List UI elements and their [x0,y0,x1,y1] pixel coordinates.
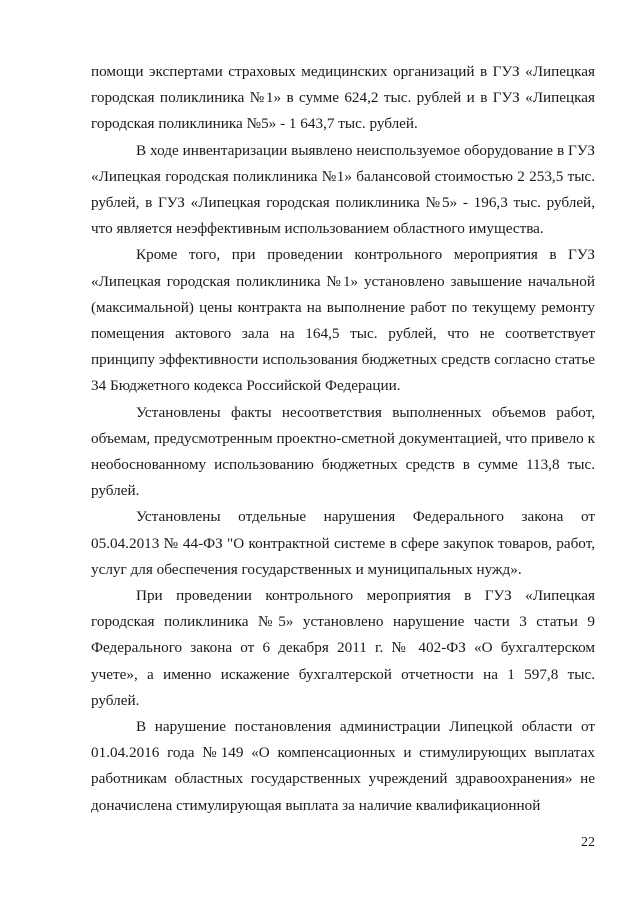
paragraph-stimulating-payments: В нарушение постановления администрации Липецкой области от 01.04.2016 года №149 «О компенсационных и стимулирующих выплатах работникам областных государственных учреждений здравоохранения» не доначислена стимулирующая выплата за наличие квалификационной [91,718,595,814]
paragraph-contract-price: Кроме того, при проведении контрольного мероприятия в ГУЗ «Липецкая городская поликлиника №1» установлено завышение начальной (максимальной) цены контракта на выполнение работ по текущему ремонту помещения актового зала на 164,5 тыс. рублей, что не соответствует принципу эффективности использования бюджетных средств согласно статье 34 Бюджетного кодекса Российской Федерации. [91,246,595,395]
document-body [91,59,595,819]
page-number: 22 [581,835,595,850]
paragraph-continued: помощи экспертами страховых медицинских организаций в ГУЗ «Липецкая городская поликлиника №1» в сумме 624,2 тыс. рублей и в ГУЗ «Липецкая городская поликлиника №5» - 1 643,7 тыс. рублей. [91,63,595,133]
paragraph-federal-law-44: Установлены отдельные нарушения Федерального закона от 05.04.2013 № 44-ФЗ "О контрактной системе в сфере закупок товаров, работ, услуг для обеспечения государственных и муниципальных нужд». [91,508,595,578]
paragraph-inventory: В ходе инвентаризации выявлено неиспользуемое оборудование в ГУЗ «Липецкая городская поликлиника №1» балансовой стоимостью 2 253,5 тыс. рублей, в ГУЗ «Липецкая городская поликлиника №5» - 196,3 тыс. рублей, что является неэффективным использованием областного имущества. [91,141,595,238]
paragraph-work-volumes: Установлены факты несоответствия выполненных объемов работ, объемам, предусмотренным проектно-сметной документацией, что привело к необоснованному использованию бюджетных средств в сумме 113,8 тыс. рублей. [91,403,595,500]
paragraph-accounting-violation: При проведении контрольного мероприятия в ГУЗ «Липецкая городская поликлиника №5» установлено нарушение части 3 статьи 9 Федерального закона от 6 декабря 2011 г. № 402-ФЗ «О бухгалтерском учете», а именно искажение бухгалтерской отчетности на 1 597,8 тыс. рублей. [91,587,595,709]
